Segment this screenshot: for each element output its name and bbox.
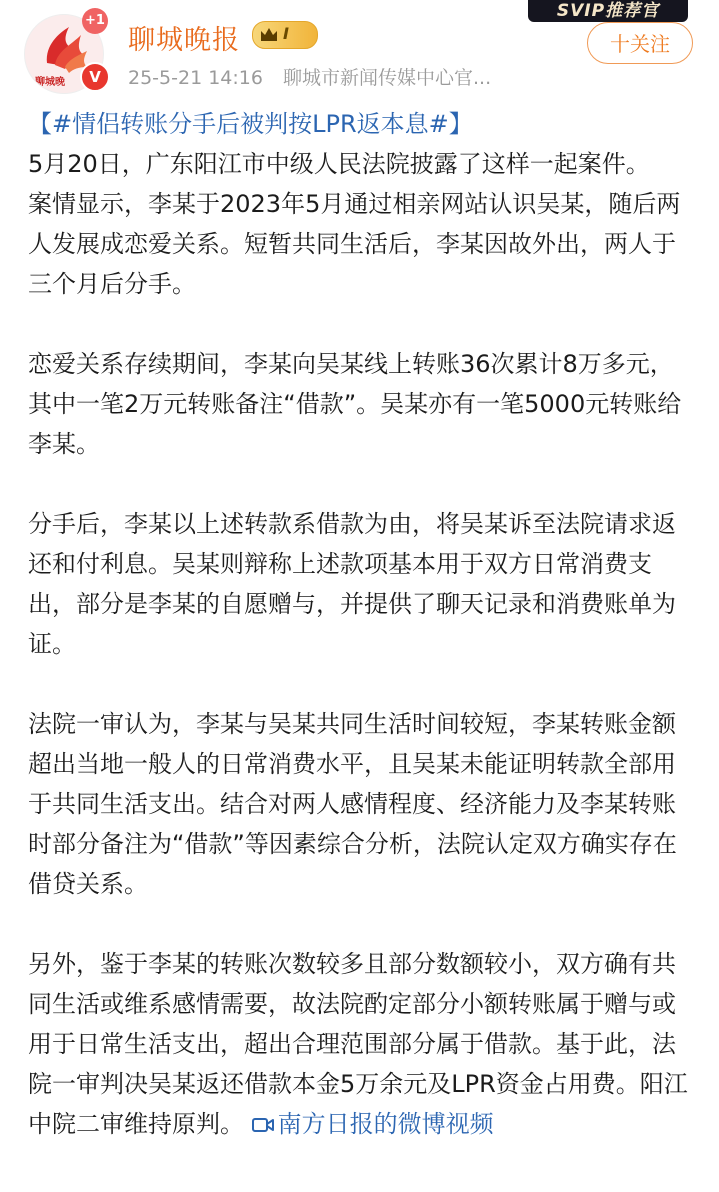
video-link[interactable]: [252, 1110, 494, 1138]
paragraph-gap: [28, 904, 696, 944]
paragraph-gap: [28, 464, 696, 504]
post-body: [28, 104, 696, 1144]
post-paragraph: 法院一审认为，李某与吴某共同生活时间较短，李某转账金额超出当地一般人的日常消费水平，且吴某未能证明转款全部用于共同生活支出。结合对两人感情程度、经济能力及李某转账时部分备注为“借款”等因素综合分析，法院认定双方确实存在借贷关系。: [28, 710, 677, 898]
post-paragraph-text: 另外，鉴于李某的转账次数较多且部分数额较小，双方确有共同生活或维系感情需要，故法院酌定部分小额转账属于赠与或用于日常生活支出，超出合理范围部分属于借款。基于此，法院一审判决吴某返还借款本金5万余元及LPR资金占用费。阳江中院二审维持原判。: [28, 950, 688, 1138]
post-source: 聊城市新闻传媒中心官...: [283, 67, 492, 89]
svip-banner: SVIP推荐官: [528, 0, 688, 22]
account-name[interactable]: 聊城晚报: [128, 25, 240, 56]
level-badge[interactable]: [252, 21, 318, 49]
post-paragraph: [28, 944, 696, 1144]
svg-text:聊城晚: 聊城晚: [35, 77, 65, 88]
paragraph-gap: [28, 664, 696, 704]
notification-badge: +1: [82, 8, 108, 34]
crown-icon: [259, 26, 279, 44]
follow-button[interactable]: 十关注: [587, 22, 693, 64]
post-paragraph: 案情显示，李某于2023年5月通过相亲网站认识吴某，随后两人发展成恋爱关系。短暂共同生活后，李某因故外出，两人于三个月后分手。: [28, 190, 681, 298]
level-label: I: [283, 24, 289, 43]
post-meta: [128, 63, 505, 90]
post-timestamp: 25-5-21 14:16: [128, 67, 263, 89]
post-paragraph: 分手后，李某以上述转款系借款为由，将吴某诉至法院请求返还和付利息。吴某则辩称上述款项基本用于双方日常消费支出，部分是李某的自愿赠与，并提供了聊天记录和消费账单为证。: [28, 510, 676, 658]
verified-icon: V: [80, 62, 110, 92]
video-icon: [252, 1116, 274, 1134]
paragraph-gap: [28, 304, 696, 344]
post-paragraph: 5月20日，广东阳江市中级人民法院披露了这样一起案件。: [28, 150, 650, 178]
post-hashtag[interactable]: 【#情侣转账分手后被判按LPR返本息#】: [28, 110, 473, 138]
post-header: [0, 0, 719, 110]
post-paragraph: 恋爱关系存续期间，李某向吴某线上转账36次累计8万多元，其中一笔2万元转账备注“借款”。吴某亦有一笔5000元转账给李某。: [28, 350, 682, 458]
video-link-label: 南方日报的微博视频: [277, 1110, 494, 1138]
